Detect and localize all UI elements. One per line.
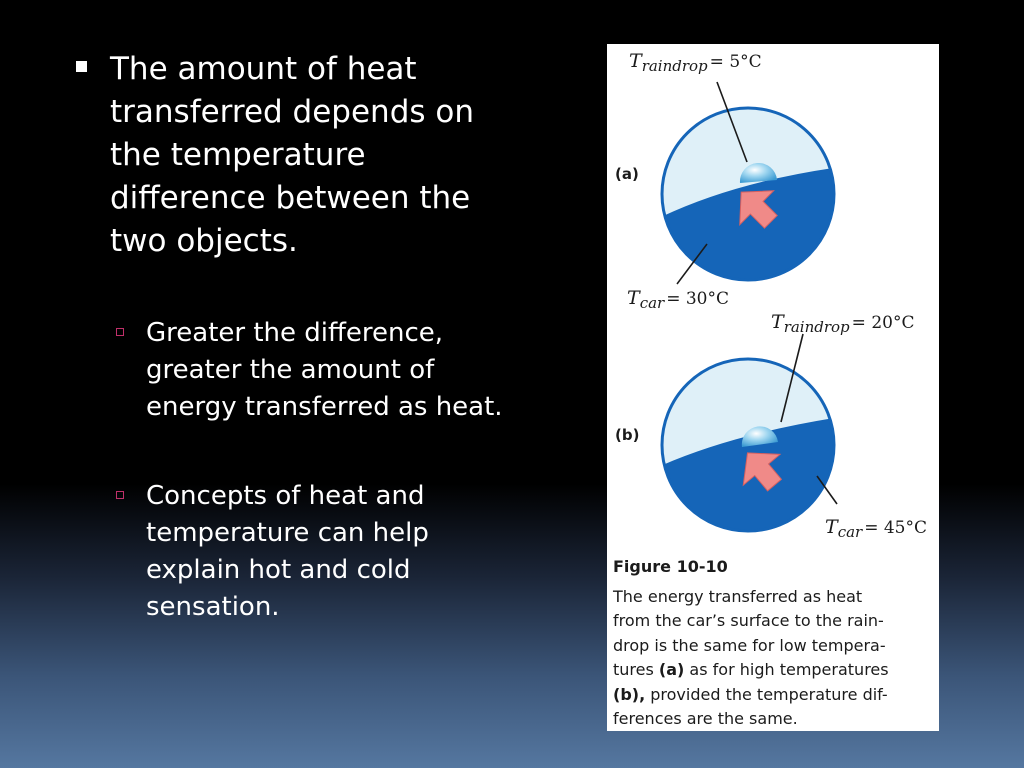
sub-bullet-1-text: Greater the difference, greater the amount of energy transferred as heat. xyxy=(146,318,503,422)
panel-a-label: (a) xyxy=(615,165,639,183)
panel-a-diagram xyxy=(615,50,847,312)
caption-bold-ref: (b), xyxy=(613,684,646,704)
caption-bold-ref: (a) xyxy=(658,660,685,680)
figure-caption-body xyxy=(613,585,935,731)
sub-bullet-list xyxy=(72,315,512,626)
hollow-square-bullet-icon xyxy=(116,328,124,336)
caption-line: as for high temperatures xyxy=(684,660,889,680)
main-bullet-text: The amount of heat transferred depends on the temperature difference between the two objects. xyxy=(110,51,474,259)
caption-line: provided the temperature dif- xyxy=(645,684,888,704)
caption-line: The energy transferred as heat xyxy=(613,587,863,606)
panel-b-diagram xyxy=(615,311,927,554)
caption-line: ferences are the same. xyxy=(613,709,798,729)
main-bullet xyxy=(72,48,512,263)
figure-panel xyxy=(607,44,939,731)
panel-b-label: (b) xyxy=(615,426,640,444)
caption-line: drop is the same for low tempera- xyxy=(613,635,886,655)
car-b-label: $T_{car} = 45^\circ C$ xyxy=(825,516,927,541)
sub-bullet-2 xyxy=(72,478,512,626)
sub-bullet-2-text: Concepts of heat and temperature can help explain hot and cold sensation. xyxy=(146,481,429,622)
slide-text-area xyxy=(72,48,512,678)
raindrop-a-label: $T_{raindrop} = 5^\circ C$ xyxy=(629,50,762,75)
raindrop-b-label: $T_{raindrop} = 20^\circ C$ xyxy=(771,311,915,336)
caption-line: from the car’s surface to the rain- xyxy=(613,611,884,631)
hollow-square-bullet-icon xyxy=(116,491,124,499)
caption-line: tures xyxy=(613,660,659,680)
car-a-label: $T_{car} = 30^\circ C$ xyxy=(627,287,729,312)
square-bullet-icon xyxy=(76,61,87,72)
figure-caption-title: Figure 10-10 xyxy=(613,557,728,576)
sub-bullet-1 xyxy=(72,315,512,426)
